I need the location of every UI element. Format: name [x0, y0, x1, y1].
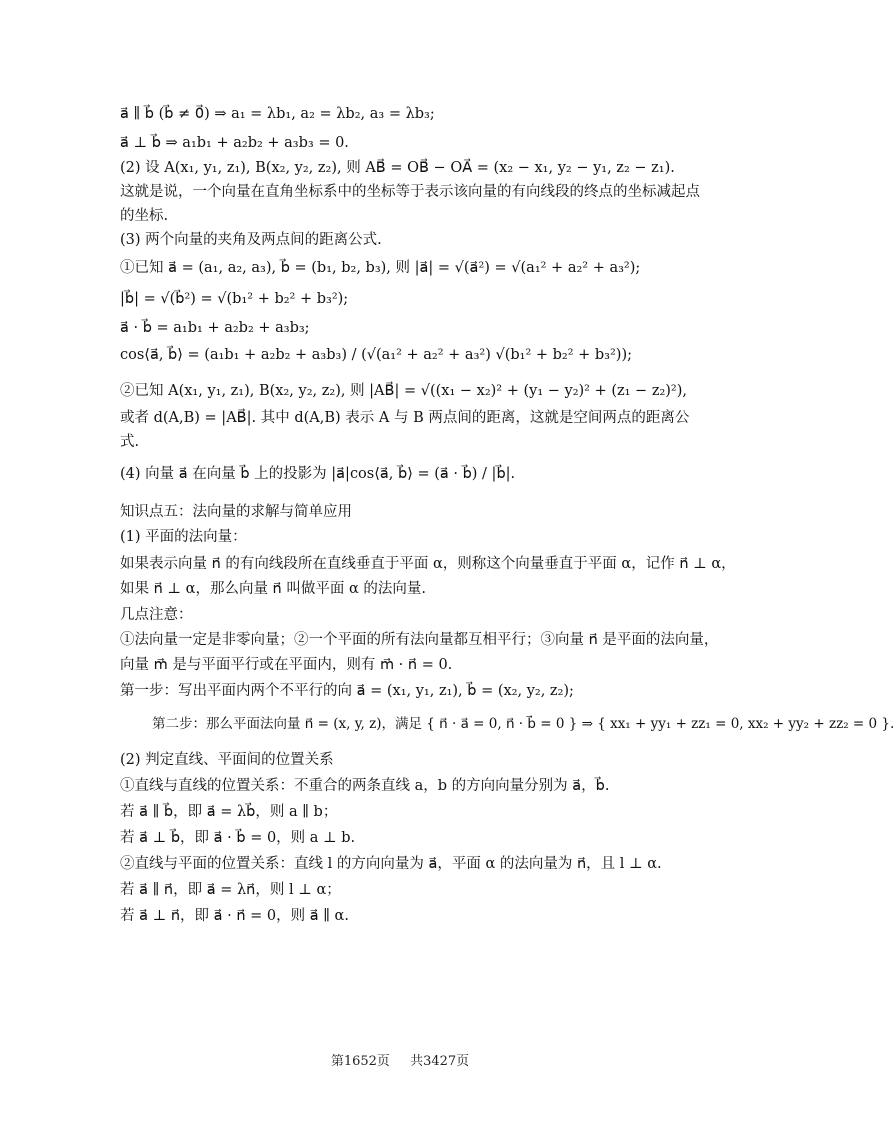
text-line: 的坐标. [120, 208, 169, 224]
text-line: (3) 两个向量的夹角及两点间的距离公式. [120, 232, 382, 248]
text-line: 几点注意： [120, 607, 193, 623]
text-line: |b⃗| = √(b⃗²) = √(b₁² + b₂² + b₃²); [120, 291, 349, 307]
text-line: 如果 n⃗ ⊥ α，那么向量 n⃗ 叫做平面 α 的法向量. [120, 581, 426, 597]
text-line: 这就是说，一个向量在直角坐标系中的坐标等于表示该向量的有向线段的终点的坐标减起点 [120, 184, 700, 200]
text-line: ①直线与直线的位置关系：不重合的两条直线 a，b 的方向向量分别为 a⃗，b⃗. [120, 778, 610, 794]
text-line: ②已知 A(x₁, y₁, z₁), B(x₂, y₂, z₂), 则 |AB⃗| = √((x₁ − x₂)² + (y₁ − y₂)² + (z₁ − z₂)²), [120, 383, 688, 399]
text-line: a⃗ ∥ b⃗ (b⃗ ≠ 0⃗) ⇒ a₁ = λb₁, a₂ = λb₂, a₃ = λb₃; [120, 106, 435, 122]
text-line: 第一步：写出平面内两个不平行的向 a⃗ = (x₁, y₁, z₁), b⃗ = (x₂, y₂, z₂); [120, 683, 574, 699]
text-line: a⃗ ⊥ b⃗ ⇒ a₁b₁ + a₂b₂ + a₃b₃ = 0. [120, 135, 349, 151]
text-line: 或者 d(A,B) = |AB⃗|. 其中 d(A,B) 表示 A 与 B 两点间的距离，这就是空间两点的距离公 [120, 410, 690, 426]
total-pages: 共3427页 [410, 1054, 470, 1069]
text-line: (4) 向量 a⃗ 在向量 b⃗ 上的投影为 |a⃗|cos⟨a⃗, b⃗⟩ = (a⃗ · b⃗) / |b⃗|. [120, 466, 516, 482]
text-line: 第二步：那么平面法向量 n⃗ = (x, y, z)，满足 { n⃗ · a⃗ = 0, n⃗ · b⃗ = 0 } ⇒ { xx₁ + yy₁ + zz₁ = 0, xx₂ + yy₂ + zz₂ = 0 }. [152, 716, 894, 732]
text-line: 若 a⃗ ⊥ b⃗，即 a⃗ · b⃗ = 0，则 a ⊥ b. [120, 830, 356, 846]
text-line: 若 a⃗ ∥ n⃗，即 a⃗ = λn⃗，则 l ⊥ α； [120, 882, 341, 898]
text-line: (2) 设 A(x₁, y₁, z₁), B(x₂, y₂, z₂), 则 AB⃗ = OB⃗ − OA⃗ = (x₂ − x₁, y₂ − y₁, z₂ − z₁). [120, 160, 675, 176]
text-line: (1) 平面的法向量： [120, 529, 247, 545]
page-number: 第1652页 [330, 1054, 390, 1069]
section-heading: 知识点五：法向量的求解与简单应用 [120, 504, 352, 520]
text-line: cos⟨a⃗, b⃗⟩ = (a₁b₁ + a₂b₂ + a₃b₃) / (√(a₁² + a₂² + a₃²) √(b₁² + b₂² + b₃²)); [120, 347, 633, 363]
text-line: 若 a⃗ ⊥ n⃗，即 a⃗ · n⃗ = 0，则 a⃗ ∥ α. [120, 908, 349, 924]
page-footer [0, 1050, 800, 1069]
text-line: 若 a⃗ ∥ b⃗，即 a⃗ = λb⃗，则 a ∥ b； [120, 804, 338, 820]
text-line: ①已知 a⃗ = (a₁, a₂, a₃), b⃗ = (b₁, b₂, b₃), 则 |a⃗| = √(a⃗²) = √(a₁² + a₂² + a₃²); [120, 260, 641, 276]
text-line: a⃗ · b⃗ = a₁b₁ + a₂b₂ + a₃b₃; [120, 320, 310, 336]
text-line: (2) 判定直线、平面间的位置关系 [120, 752, 334, 768]
text-line: 向量 m⃗ 是与平面平行或在平面内，则有 m⃗ · n⃗ = 0. [120, 657, 453, 673]
text-line: 如果表示向量 n⃗ 的有向线段所在直线垂直于平面 α，则称这个向量垂直于平面 α，记作 n⃗ ⊥ α， [120, 556, 736, 572]
text-line: ②直线与平面的位置关系：直线 l 的方向向量为 a⃗，平面 α 的法向量为 n⃗，且 l ⊥ α. [120, 856, 662, 872]
text-line: ①法向量一定是非零向量；②一个平面的所有法向量都互相平行；③向量 n⃗ 是平面的法向量， [120, 632, 719, 648]
text-line: 式. [120, 434, 140, 450]
